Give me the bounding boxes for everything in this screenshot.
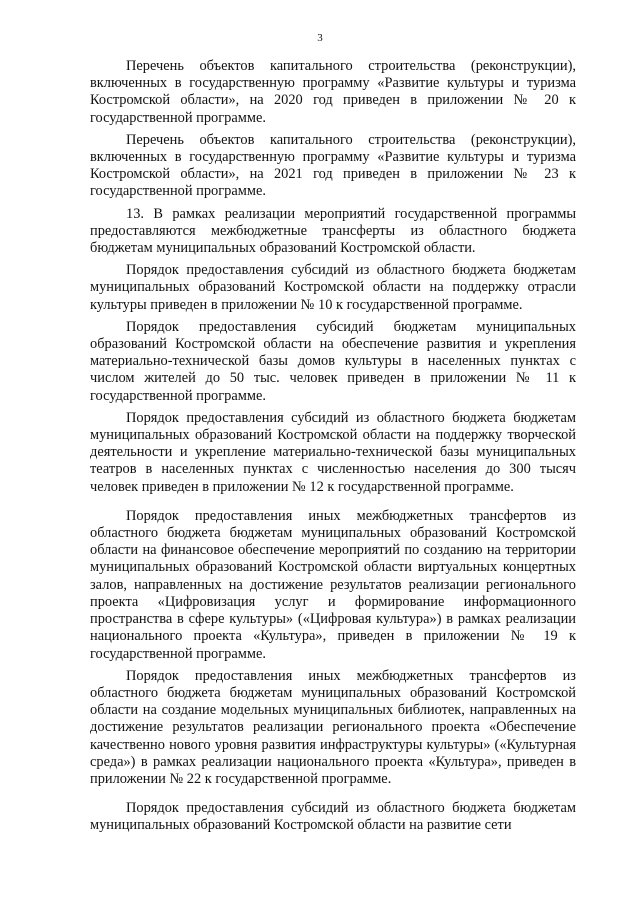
paragraph-interbudget-transfers: 13. В рамках реализации мероприятий государственной программы предоставляются межбюджетные трансферты из областного бюджета бюджетам муниципальных образований Костромской области. (90, 205, 576, 257)
paragraph-capital-construction-2020: Перечень объектов капитального строительства (реконструкции), включенных в государственную программу «Развитие культуры и туризма Костромской области», на 2020 год приведен в приложении № 20 к государственной программе. (90, 58, 576, 126)
page-number: 3 (317, 32, 323, 44)
paragraph-network-development: Порядок предоставления субсидий из областного бюджета бюджетам муниципальных образований Костромской области на развитие сети (90, 800, 576, 834)
paragraph-subsidy-theatres: Порядок предоставления субсидий из областного бюджета бюджетам муниципальных образований Костромской области на поддержку творческой деятельности и укрепление материально-технической базы муниципальных театров в населенных пунктах с численностью населения до 300 тысяч человек приведен в приложении № 12 к государственной программе. (90, 409, 576, 495)
paragraph-subsidy-houses-of-culture: Порядок предоставления субсидий бюджетам муниципальных образований Костромской области на обеспечение развития и укрепления материально-технической базы домов культуры в населенных пунктах с числом жителей до 50 тыс. человек приведен в приложении № 11 к государственной программе. (90, 318, 576, 404)
paragraph-subsidy-culture-support: Порядок предоставления субсидий из областного бюджета бюджетам муниципальных образований Костромской области на поддержку отрасли культуры приведен в приложении № 10 к государственной программе. (90, 262, 576, 313)
paragraph-capital-construction-2021: Перечень объектов капитального строительства (реконструкции), включенных в государственную программу «Развитие культуры и туризма Костромской области», на 2021 год приведен в приложении № 23 к государственной программе. (90, 131, 576, 200)
paragraph-virtual-concert-halls: Порядок предоставления иных межбюджетных трансфертов из областного бюджета бюджетам муниципальных образований Костромской области на финансовое обеспечение мероприятий по созданию на территории муниципальных образований Костромской области виртуальных концертных залов, направленных на достижение результатов реализации регионального проекта «Цифровизация услуг и формирование информационного пространства в сфере культуры» («Цифровая культура») в рамках реализации национального проекта «Культура», приведен в приложении № 19 к государственной программе. (90, 507, 576, 662)
paragraph-model-libraries: Порядок предоставления иных межбюджетных трансфертов из областного бюджета бюджетам муниципальных образований Костромской области на создание модельных муниципальных библиотек, направленных на достижение результатов реализации регионального проекта «Обеспечение качественно нового уровня развития инфраструктуры культуры» («Культурная среда») в рамках реализации национального проекта «Культура», приведен в приложении № 22 к государственной программе. (90, 667, 576, 787)
document-body (90, 58, 576, 840)
